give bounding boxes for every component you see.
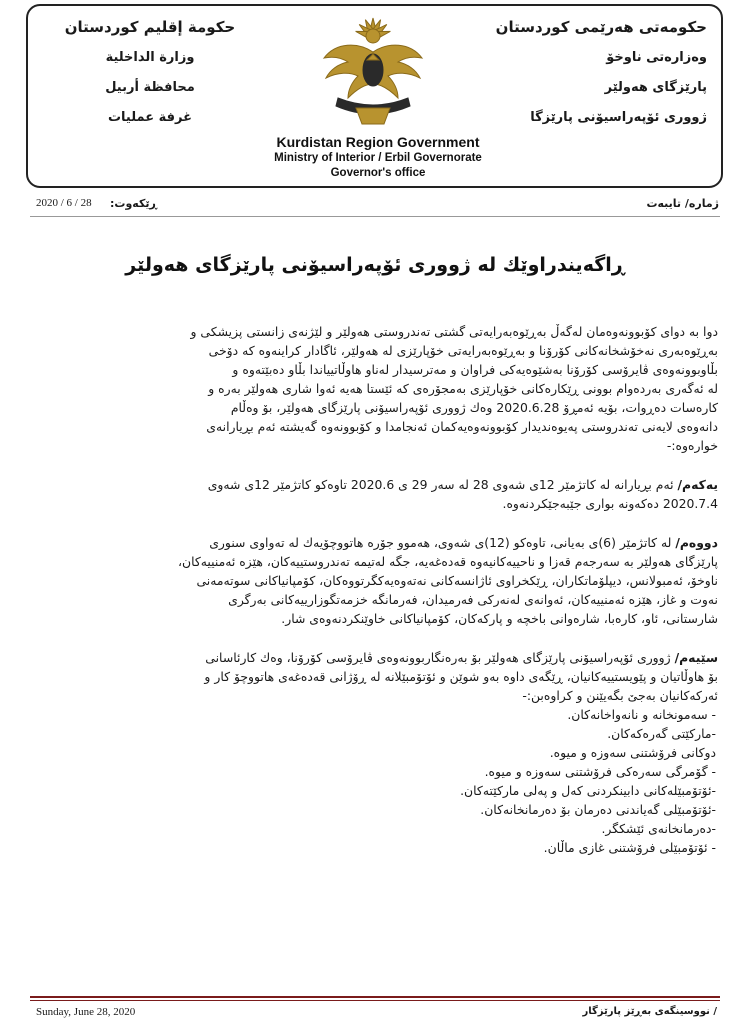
decision-line	[34, 648, 718, 667]
decision-third-label: سێیەم/	[674, 650, 718, 665]
arabic-governorate: محافظة أربيل	[105, 80, 195, 95]
list-item: -مارکێتی گەرەکەکان.	[607, 726, 716, 741]
english-gov-name: Kurdistan Region Government	[276, 134, 480, 150]
list-item: - سەمونخانە و نانەواخانەکان.	[567, 707, 716, 722]
intro-line: دوا بە دوای کۆبوونەوەمان لەگەڵ بەڕێوەبەرایەتی گشتی تەندروستی هەولێر و لێژنەی زانستی پزیشکی و	[190, 324, 718, 339]
decision-text: ئەم بڕیارانە لە کاتژمێر 12ی شەوی 28 لە سەر 29 ی 2020.6 تاوەکو کاتژمێر 12ی شەوی	[207, 477, 678, 492]
document-title: ڕاگەیندراوێك لە ژووری ئۆپەراسیۆنی پارێزگای هەولێر	[125, 254, 625, 276]
footer-rule	[30, 996, 720, 998]
decision-text: ژووری ئۆپەراسیۆنی پارێزگای هەولێر بۆ بەرەنگاربوونەوەی ڤایرۆسی کۆرۆنا، وەك کارئاسانی	[205, 650, 675, 665]
intro-line: بەڕێوەبەری نەخۆشخانەکانی کۆرۆنا و بەڕێوەبەرایەتی خۆپارێزی لە هەولێر، ئاگادار کراینەوە کە دۆخی	[208, 343, 718, 358]
decision-line: شارستانی، ئاو، کارەبا، شارەوانی باخچە و پارکەکان، کۆمپانیاکانی خاوێنکردنەوەی شار.	[281, 611, 718, 626]
kurdish-governorate: پارێزگای هەولێر	[604, 80, 707, 95]
list-item: دوکانی فرۆشتنی سەوزە و میوە.	[549, 745, 716, 760]
intro-line: دانەوەی لایەنی تەندروستی پەیوەندیدار کۆبوونەوەیەکمان ئەنجامدا و کۆبوونەوە گەیشتە ئەم بڕیارانەی	[206, 419, 718, 434]
list-item: -ئۆتۆمبێلەکانی دابینکردنی کەل و پەلی مارکێتەکان.	[460, 783, 716, 798]
kurdish-ops-room: ژووری ئۆپەراسیۆنی پارێزگا	[530, 110, 707, 125]
decision-line: 2020.7.4 دەکەونە بواری جێبەجێکردنەوە.	[502, 496, 718, 511]
date-label: ڕێکەوت:	[110, 197, 157, 210]
letterhead-english	[228, 134, 528, 181]
letterhead-arabic	[40, 18, 260, 140]
decision-line: پارێزگای هەولێر بە سەرجەم قەزا و ناحییەکانیەوە قەدەغەیە، جگە لەتیمە تەندروستییەکان، هێزە ئەمنییەکان،	[177, 554, 718, 569]
arabic-ministry: وزارة الداخلية	[105, 50, 195, 65]
reference-number: ژمارە/ تایبەت	[646, 197, 719, 210]
decision-first-label: یەکەم/	[677, 477, 718, 492]
list-item: - گۆمرگی سەرەکی فرۆشتنی سەوزە و میوە.	[484, 764, 716, 779]
kurdish-ministry: وەزارەتی ناوخۆ	[606, 50, 707, 65]
decision-second	[34, 533, 718, 628]
decision-second-label: دووەم/	[675, 535, 718, 550]
date-value: 2020 / 6 / 28	[36, 197, 92, 209]
decision-line: نەوت و غاز، هێزە ئەمنییەکان، ئەوانەی لەنەرکی فەرمیدان، فەرمانگە خزمەتگوزارییەکانی بەرگری	[228, 592, 718, 607]
intro-line: لە ئەگەری بەردەوام بوونی ڕێکارەکانی خۆپارێزی بەمجۆرەی کە ئێستا هەیە ئەوا شاری هەولێر بەرە و	[208, 381, 718, 396]
decision-line	[34, 475, 718, 494]
english-ministry: Ministry of Interior / Erbil Governorate	[274, 152, 482, 164]
footer-office: / نووسینگەی بەڕێز پارێزگار	[582, 1006, 717, 1017]
decision-first	[34, 475, 718, 513]
decision-third	[34, 648, 718, 857]
intro-line: خوارەوە:-	[666, 438, 718, 453]
footer-rule-thin	[30, 1000, 720, 1001]
english-office: Governor's office	[330, 167, 426, 179]
footer-date: Sunday, June 28, 2020	[36, 1006, 136, 1018]
letterhead-frame	[26, 4, 723, 188]
letterhead-kurdish	[487, 18, 707, 140]
arabic-gov-name: حكومة إقليم كوردستان	[64, 18, 236, 36]
decision-line: بۆ هاوڵاتیان و پێویستییەکانیان، ڕێگەی داوە بەو شوێن و ئۆتۆمبێلانە لە ڕۆژانی قەدەغەی هاتووچۆ کار و	[204, 669, 718, 684]
decision-line	[34, 533, 718, 552]
arabic-ops-room: غرفة عمليات	[107, 110, 193, 125]
document-body	[34, 322, 718, 857]
kurdish-gov-name: حکومەتی هەرێمی کوردستان	[495, 18, 707, 36]
list-item: - ئۆتۆمبێلی فرۆشتنی غازی ماڵان.	[543, 840, 716, 855]
list-item: -ئۆتۆمبێلی گەیاندنی دەرمان بۆ دەرمانخانەکان.	[480, 802, 716, 817]
kurdistan-region-emblem-icon	[318, 12, 428, 130]
meta-divider	[30, 216, 720, 217]
decision-text: لە کاتژمێر (6)ی بەیانی، تاوەکو (12)ی شەوی، هەموو جۆرە هاتووچۆیەك لە تەواوی سنوری	[209, 535, 676, 550]
intro-line: کارەسات دەڕوات، بۆیە ئەمڕۆ 2020.6.28 وەك ژووری ئۆپەراسیۆنی پارێزگای هەولێر، بۆ وەڵام	[230, 400, 718, 415]
decision-line: ناوخۆ، ئەمبولانس، دیپلۆماتکاران، ڕێکخراوی ئاژانسەکانی نەتەوەیەکگرتووەکان، کۆمپانیاکانی سوتەمەنی	[196, 573, 718, 588]
intro-line: بڵاوبوونەوەی ڤایرۆسی کۆرۆنا بەشێوەیەکی فراوان و مەترسیدار لەناو هاوڵاتییاندا بڵاو دەبێتەوە و	[232, 362, 718, 377]
decision-line: ئەرکەکانیان بەجێ بگەیێنن و کراوەبن:-	[522, 688, 718, 703]
list-item: -دەرمانخانەی ئێشکگر.	[601, 821, 716, 836]
intro-paragraph	[34, 322, 718, 455]
